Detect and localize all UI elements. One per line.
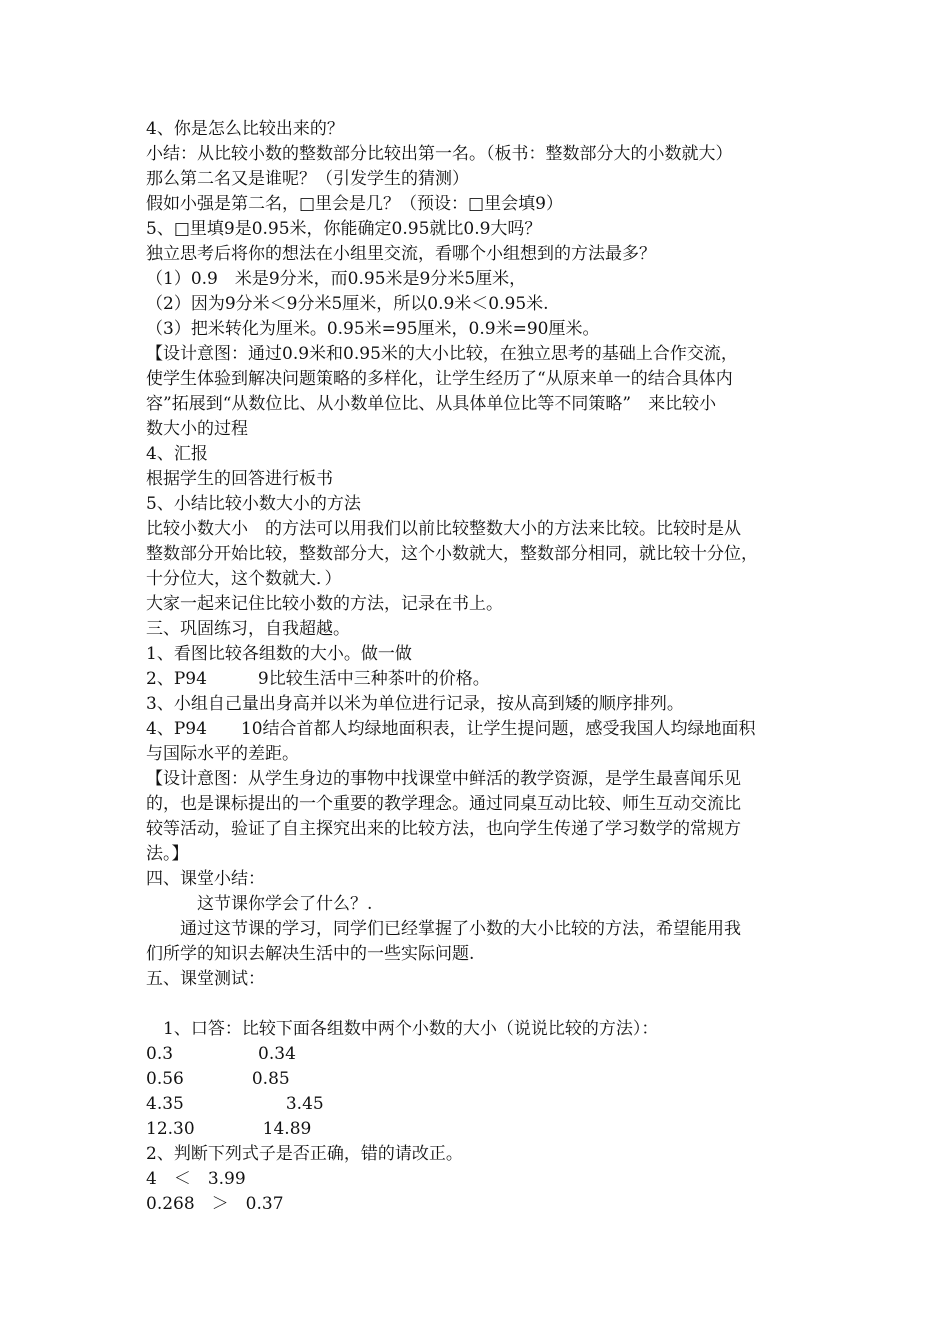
design-intent-line: 较等活动，验证了自主探究出来的比较方法，也向学生传递了学习数学的常规方	[146, 819, 741, 839]
section-heading: 4、汇报	[146, 444, 208, 464]
design-intent-line: 容”拓展到“从数位比、从小数单位比、从具体单位比等不同策略” 来比较小	[146, 394, 717, 414]
text-line: 们所学的知识去解决生活中的一些实际问题.	[146, 944, 475, 964]
text-line: 大家一起来记住比较小数的方法，记录在书上。	[146, 594, 503, 614]
design-intent-line: 使学生体验到解决问题策略的多样化，让学生经历了“从原来单一的结合具体内	[146, 369, 733, 389]
text-line: 4、你是怎么比较出来的？	[146, 119, 344, 139]
text-line: 这节课你学会了什么？.	[146, 894, 373, 914]
number-pair: 0.56 0.85	[146, 1069, 290, 1089]
section-heading: 三、巩固练习，自我超越。	[146, 619, 350, 639]
exercise-item: 2、P94 9比较生活中三种茶叶的价格。	[146, 669, 490, 689]
text-line: 根据学生的回答进行板书	[146, 469, 333, 489]
exercise-item: 3、小组自己量出身高并以米为单位进行记录，按从高到矮的顺序排列。	[146, 694, 684, 714]
section-heading: 四、课堂小结：	[146, 869, 265, 889]
inequality: 4 ＜ 3.99	[146, 1169, 246, 1189]
design-intent-line: 【设计意图：通过0.9米和0.95米的大小比较，在独立思考的基础上合作交流，	[146, 344, 738, 364]
number-pair: 0.3 0.34	[146, 1044, 296, 1064]
number-pair: 4.35 3.45	[146, 1094, 324, 1114]
design-intent-line: 法。】	[146, 844, 189, 864]
test-question: 2、判断下列式子是否正确，错的请改正。	[146, 1144, 463, 1164]
text-line: 通过这节课的学习，同学们已经掌握了小数的大小比较的方法，希望能用我	[146, 919, 741, 939]
section-heading: 五、课堂测试：	[146, 969, 265, 989]
text-line: 独立思考后将你的想法在小组里交流，看哪个小组想到的方法最多？	[146, 244, 656, 264]
text-line: 整数部分开始比较，整数部分大，这个小数就大，整数部分相同，就比较十分位，	[146, 544, 758, 564]
exercise-item: 4、P94 10结合首都人均绿地面积表，让学生提问题，感受我国人均绿地面积	[146, 719, 756, 739]
text-line: 假如小强是第二名，□里会是几？（预设：□里会填9）	[146, 194, 563, 214]
design-intent-line: 【设计意图：从学生身边的事物中找课堂中鲜活的教学资源，是学生最喜闻乐见	[146, 769, 741, 789]
inequality: 0.268 ＞ 0.37	[146, 1194, 284, 1214]
text-line: 5、□里填9是0.95米，你能确定0.95就比0.9大吗？	[146, 219, 542, 239]
test-question: 1、口答：比较下面各组数中两个小数的大小（说说比较的方法）：	[146, 1019, 659, 1039]
text-line: 那么第二名又是谁呢？（引发学生的猜测）	[146, 169, 469, 189]
section-heading: 5、小结比较小数大小的方法	[146, 494, 361, 514]
design-intent-line: 的，也是课标提出的一个重要的教学理念。通过同桌互动比较、师生互动交流比	[146, 794, 741, 814]
text-line: 小结：从比较小数的整数部分比较出第一名。（板书：整数部分大的小数就大）	[146, 144, 733, 164]
exercise-item: 与国际水平的差距。	[146, 744, 299, 764]
design-intent-line: 数大小的过程	[146, 419, 248, 439]
text-line: （2）因为9分米＜9分米5厘米，所以0.9米＜0.95米.	[146, 294, 549, 314]
text-line: （3）把米转化为厘米。0.95米=95厘米，0.9米=90厘米。	[146, 319, 600, 339]
number-pair: 12.30 14.89	[146, 1119, 312, 1139]
exercise-item: 1、看图比较各组数的大小。做一做	[146, 644, 412, 664]
text-line: 十分位大，这个数就大．）	[146, 569, 342, 589]
text-line: （1）0.9 米是9分米，而0.95米是9分米5厘米，	[146, 269, 527, 289]
text-line: 比较小数大小 的方法可以用我们以前比较整数大小的方法来比较。比较时是从	[146, 519, 741, 539]
